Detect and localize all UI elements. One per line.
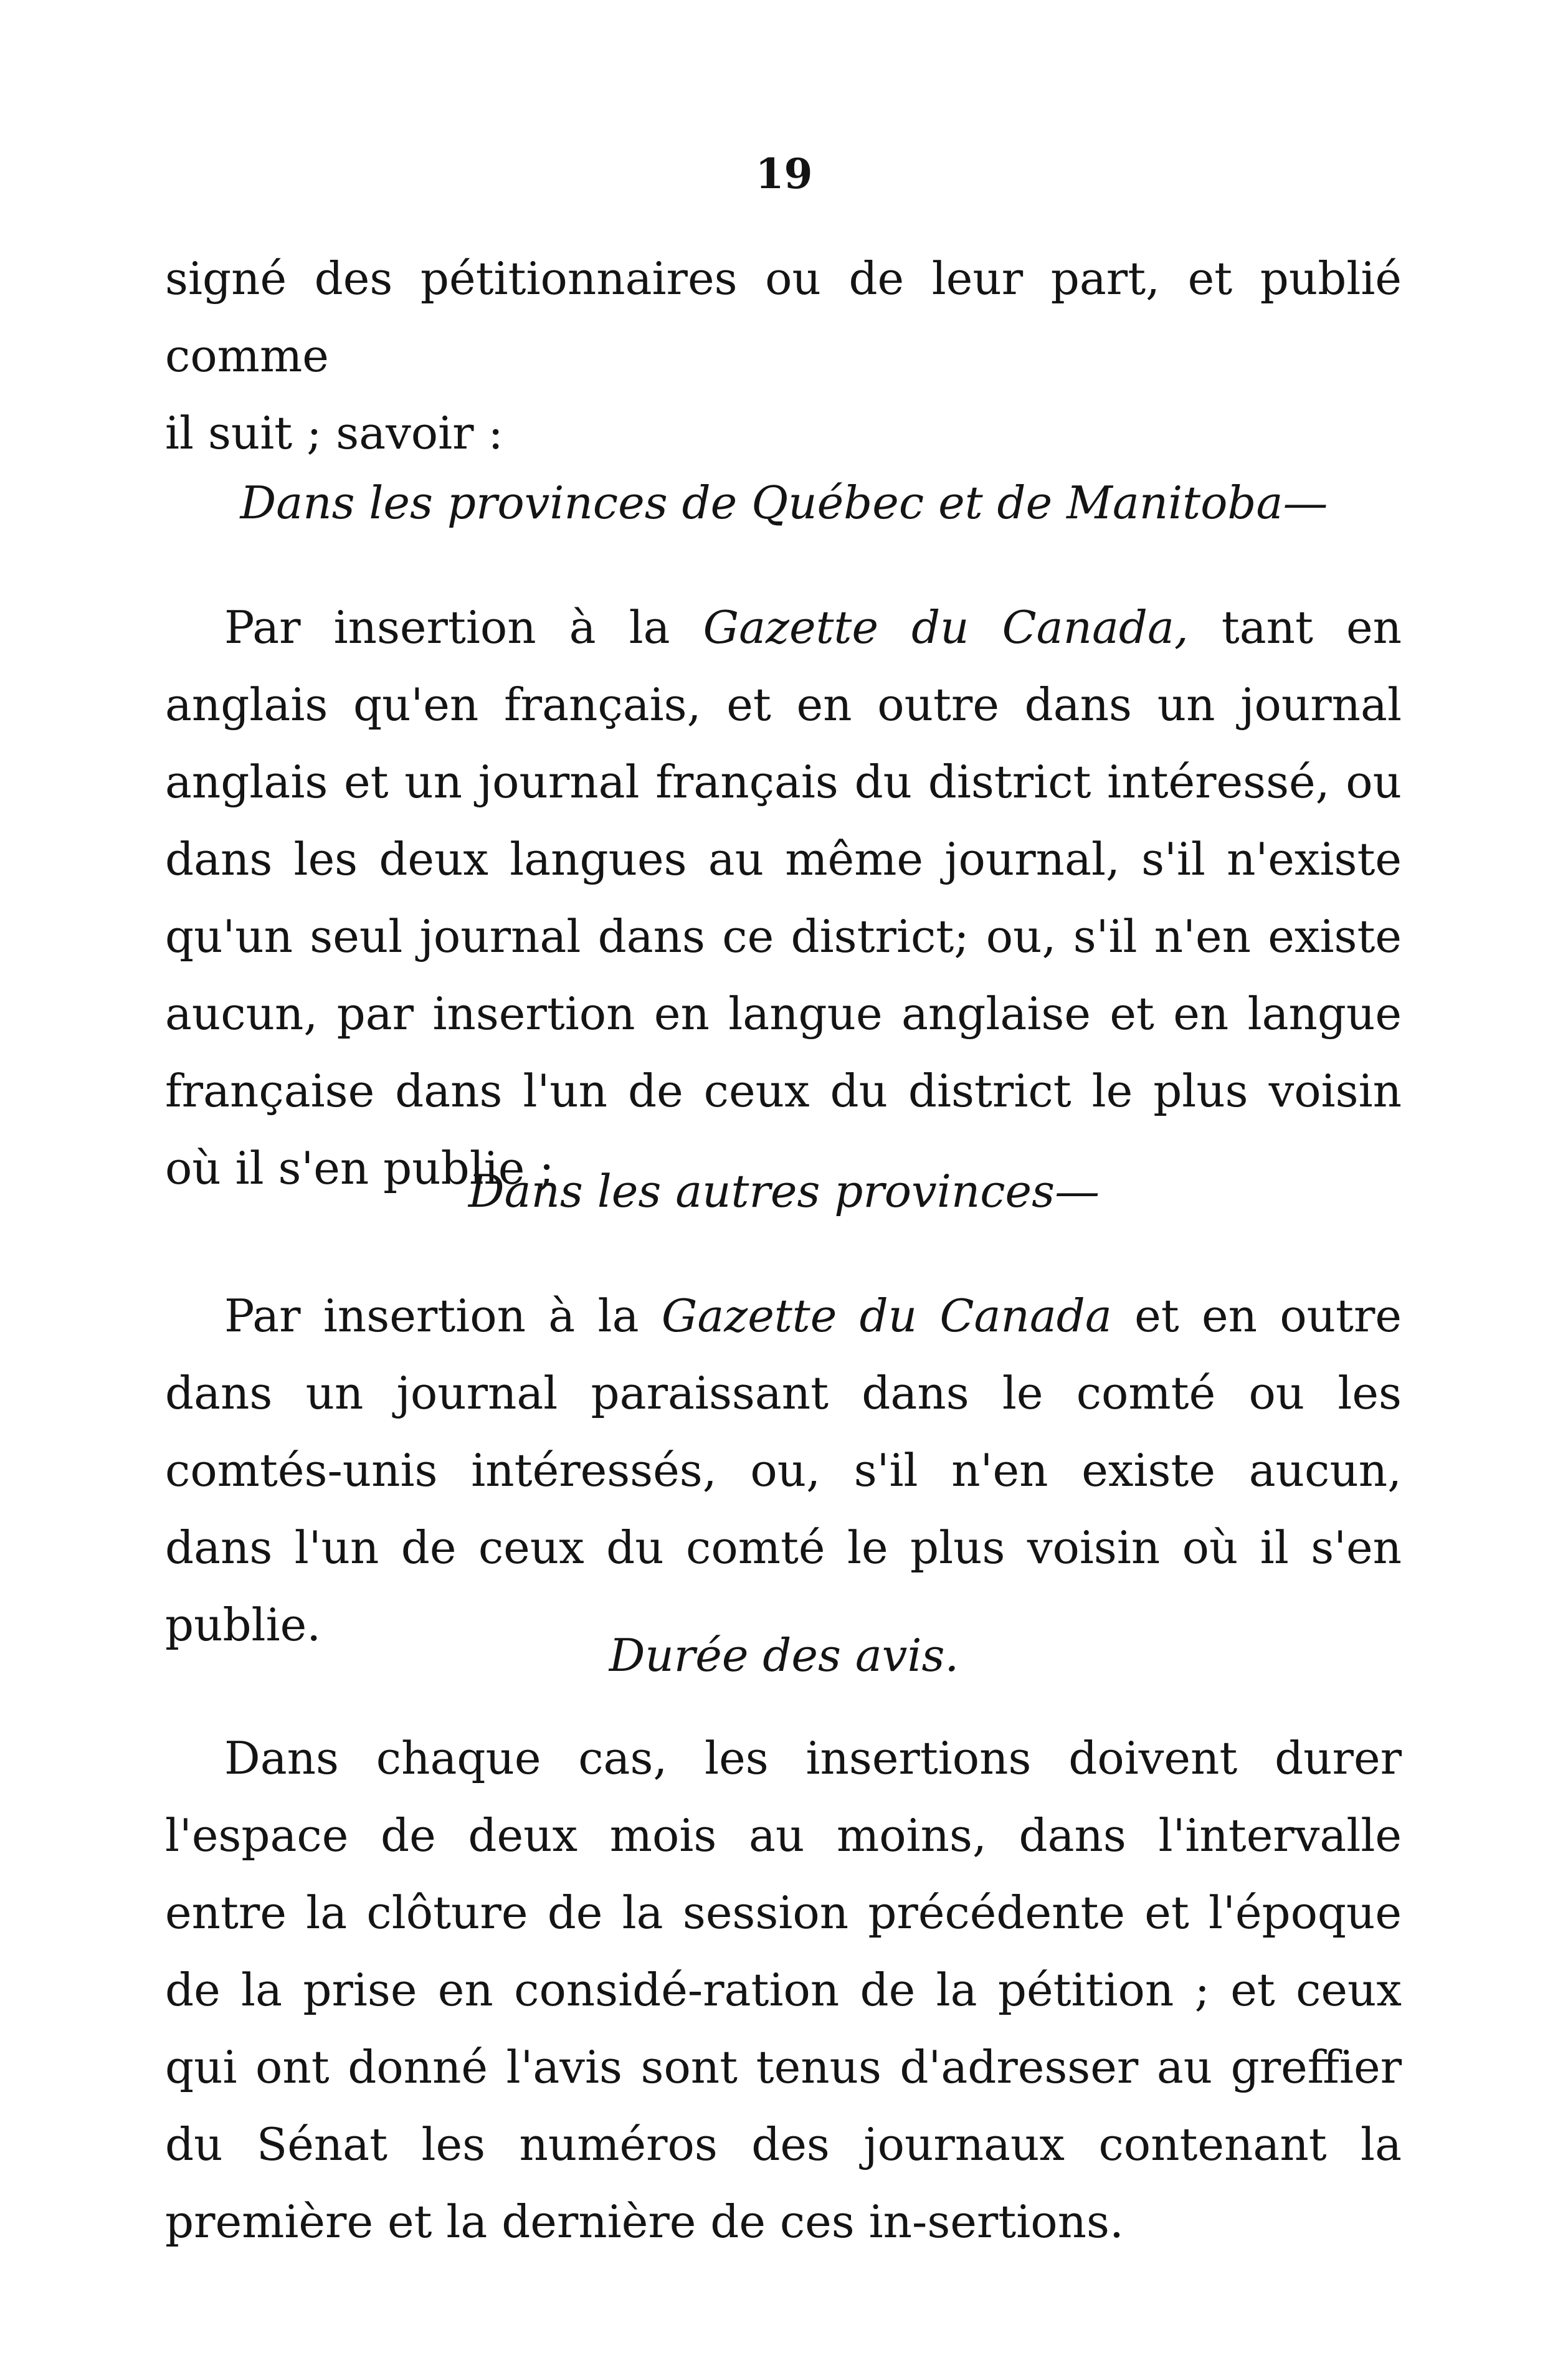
paragraph-other-provinces <box>165 1277 1402 1663</box>
gazette-title: Gazette du Canada <box>661 1290 1112 1342</box>
gazette-title: Gazette du Canada, <box>703 601 1189 654</box>
paragraph-start: Par insertion à la <box>224 1290 662 1342</box>
page-number: 19 <box>755 150 813 198</box>
paragraph-duree-des-avis: Dans chaque cas, les insertions doivent durer l'espace de deux mois au moins, dans l'intervalle entre la clôture de la session précédente et l'époque de la prise en considé-ration de la pétition ; et ceux qui ont donné l'avis sont tenus d'adresser au greffier du Sénat les numéros des journaux contenant la première et la dernière de ces in-sertions. <box>165 1732 1402 2248</box>
intro-paragraph <box>165 240 1402 472</box>
section-heading-other-provinces: Dans les autres provinces— <box>468 1165 1100 1217</box>
section-heading-quebec-manitoba: Dans les provinces de Québec et de Manitoba— <box>240 477 1328 529</box>
paragraph-rest: et en outre dans un journal paraissant dans le comté ou les comtés-unis intéressés, ou, s'il n'en existe aucun, dans l'un de ceux du comté le plus voisin où il s'en publie. <box>165 1290 1402 1651</box>
paragraph-rest: tant en anglais qu'en français, et en outre dans un journal anglais et un journal français du district intéressé, ou dans les deux langues au même journal, s'il n'existe qu'un seul journal dans ce district; ou, s'il n'en existe aucun, par insertion en langue anglaise et en langue française dans l'un de ceux du district le plus voisin où il s'en publie ; <box>165 601 1402 1194</box>
paragraph-quebec-manitoba <box>165 589 1402 1207</box>
intro-line-2: il suit ; savoir : <box>165 407 503 459</box>
paragraph-start: Par insertion à la <box>224 601 703 654</box>
section-heading-duree-des-avis: Durée des avis. <box>609 1629 959 1681</box>
intro-line-1: signé des pétitionnaires ou de leur part, et publié comme <box>165 252 1402 382</box>
